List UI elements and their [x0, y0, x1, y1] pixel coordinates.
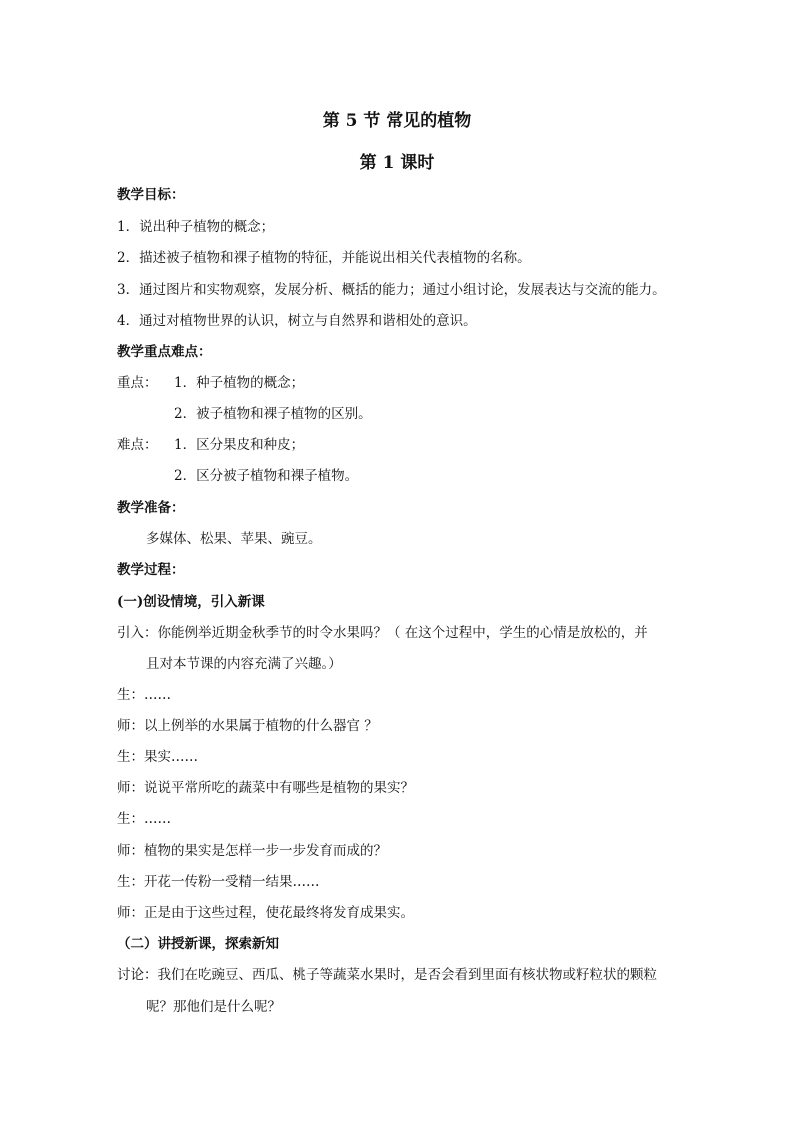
intro-line: 引入：你能例举近期金秋季节的时令水果吗？（ 在这个过程中，学生的心情是放松的，并	[117, 625, 648, 641]
difficult-item: 1．区分果皮和种皮；	[174, 437, 305, 453]
process-heading: 教学过程：	[117, 562, 185, 578]
document-subtitle: 第 1 课时	[359, 153, 435, 173]
discuss-line-continued: 呢？那他们是什么呢？	[146, 999, 281, 1015]
dialogue-line: 师：说说平常所吃的蔬菜中有哪些是植物的果实？	[117, 780, 414, 796]
dialogue-line: 生：……	[117, 687, 171, 703]
discuss-line: 讨论：我们在吃豌豆、西瓜、桃子等蔬菜水果时，是否会看到里面有核状物或籽粒状的颗粒	[117, 967, 657, 983]
section2-heading: （二）讲授新课，探索新知	[117, 936, 279, 952]
objective-item: 2．描述被子植物和裸子植物的特征，并能说出相关代表植物的名称。	[117, 250, 531, 266]
difficult-label: 难点：	[117, 437, 158, 453]
section1-heading: (一)创设情境，引入新课	[117, 594, 265, 610]
objective-item: 4．通过对植物世界的认识，树立与自然界和谐相处的意识。	[117, 313, 477, 329]
dialogue-line: 师：以上例举的水果属于植物的什么器官 ？	[117, 718, 378, 734]
key-item: 1．种子植物的概念；	[174, 375, 305, 391]
difficult-item: 2．区分被子植物和裸子植物。	[174, 468, 359, 484]
objective-item: 3．通过图片和实物观察，发展分析、概括的能力；通过小组讨论，发展表达与交流的能力。	[117, 282, 666, 298]
keypoints-heading: 教学重点难点：	[117, 344, 212, 360]
intro-line-continued: 且对本节课的内容充满了兴趣。）	[146, 656, 342, 672]
dialogue-line: 师：植物的果实是怎样一步一步发育而成的？	[117, 843, 387, 859]
key-item: 2．被子植物和裸子植物的区别。	[174, 406, 372, 422]
dialogue-line: 生：果实……	[117, 749, 198, 765]
dialogue-line: 生：……	[117, 811, 171, 827]
dialogue-line: 生：开花一传粉一受精一结果……	[117, 874, 320, 890]
objective-item: 1．说出种子植物的概念；	[117, 219, 275, 235]
key-label: 重点：	[117, 375, 158, 391]
objectives-heading: 教学目标：	[117, 187, 185, 203]
dialogue-line: 师：正是由于这些过程，使花最终将发育成果实。	[117, 905, 414, 921]
document-title: 第 5 节 常见的植物	[322, 111, 472, 131]
prep-heading: 教学准备：	[117, 500, 185, 516]
prep-text: 多媒体、松果、苹果、豌豆。	[146, 531, 322, 547]
